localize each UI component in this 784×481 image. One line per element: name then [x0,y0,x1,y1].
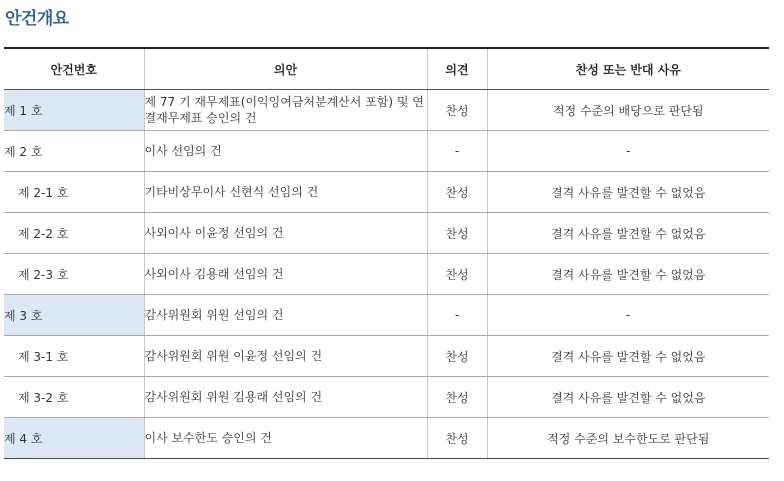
agenda-number: 제 3 호 [4,295,144,336]
reason: - [487,295,769,336]
agenda-number: 제 2 호 [4,131,144,172]
agenda-number: 제 2-2 호 [4,213,144,254]
agenda-item: 사외이사 이윤정 선임의 건 [144,213,427,254]
agenda-number: 제 2-3 호 [4,254,144,295]
agenda-number: 제 1 호 [4,90,144,131]
reason: 결격 사유를 발견할 수 없었음 [487,213,769,254]
table-row [4,254,769,295]
table-row [4,90,769,131]
agenda-item: 감사위원회 위원 선임의 건 [144,295,427,336]
opinion: 찬성 [427,90,487,131]
table-row [4,377,769,418]
column-header-opinion: 의견 [427,48,487,90]
reason: 결격 사유를 발견할 수 없었음 [487,254,769,295]
agenda-number: 제 3-2 호 [4,377,144,418]
opinion: 찬성 [427,336,487,377]
column-header-agenda-number: 안건번호 [4,48,144,90]
table-row [4,295,769,336]
reason: 결격 사유를 발견할 수 없었음 [487,336,769,377]
opinion: 찬성 [427,377,487,418]
opinion: - [427,295,487,336]
table-row [4,172,769,213]
agenda-number: 제 2-1 호 [4,172,144,213]
column-header-agenda-item: 의안 [144,48,427,90]
reason: 적정 수준의 배당으로 판단됨 [487,90,769,131]
page-title: 안건개요 [5,9,69,29]
opinion: 찬성 [427,172,487,213]
opinion: 찬성 [427,254,487,295]
agenda-item: 기타비상무이사 신현식 선임의 건 [144,172,427,213]
opinion: 찬성 [427,418,487,459]
opinion: - [427,131,487,172]
reason: 결격 사유를 발견할 수 없었음 [487,172,769,213]
agenda-item: 이사 보수한도 승인의 건 [144,418,427,459]
table-row [4,213,769,254]
table-row [4,131,769,172]
agenda-number: 제 4 호 [4,418,144,459]
agenda-item: 감사위원회 위원 김용래 선임의 건 [144,377,427,418]
reason: 적정 수준의 보수한도로 판단됨 [487,418,769,459]
agenda-item: 사외이사 김용래 선임의 건 [144,254,427,295]
table-row [4,418,769,459]
agenda-number: 제 3-1 호 [4,336,144,377]
reason: - [487,131,769,172]
agenda-item: 제 77 기 재무제표(이익잉여금처분계산서 포함) 및 연결재무제표 승인의 건 [144,90,427,131]
table-header-row [4,48,769,90]
column-header-reason: 찬성 또는 반대 사유 [487,48,769,90]
opinion: 찬성 [427,213,487,254]
agenda-item: 감사위원회 위원 이윤정 선임의 건 [144,336,427,377]
table-row [4,336,769,377]
reason: 결격 사유를 발견할 수 없었음 [487,377,769,418]
agenda-table [4,47,769,459]
agenda-item: 이사 선임의 건 [144,131,427,172]
